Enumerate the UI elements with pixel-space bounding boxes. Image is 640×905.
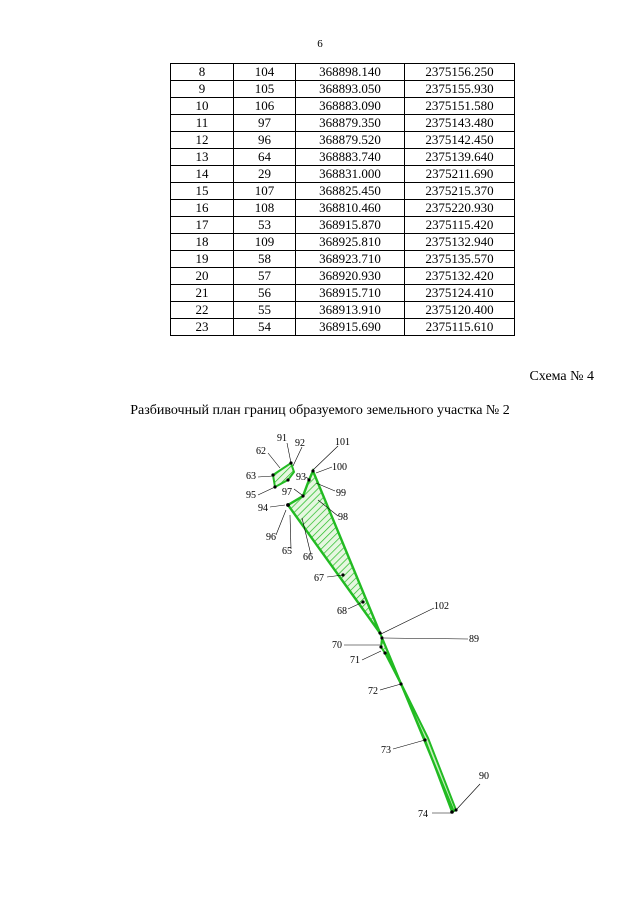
strip-boundary-line [380, 633, 454, 812]
table-cell: 8 [171, 64, 234, 81]
table-cell: 368893.050 [296, 81, 405, 98]
table-cell: 57 [234, 268, 296, 285]
table-cell: 368898.140 [296, 64, 405, 81]
table-cell: 108 [234, 200, 296, 217]
table-cell: 97 [234, 115, 296, 132]
point-labels [246, 433, 489, 820]
table-cell: 368925.810 [296, 234, 405, 251]
point-label: 91 [277, 433, 287, 444]
table-cell: 368810.460 [296, 200, 405, 217]
table-cell: 368915.870 [296, 217, 405, 234]
point-label: 99 [336, 488, 346, 499]
table-cell: 16 [171, 200, 234, 217]
table-cell: 2375132.420 [405, 268, 515, 285]
table-cell: 2375155.930 [405, 81, 515, 98]
table-cell: 368879.520 [296, 132, 405, 149]
table-cell: 23 [171, 319, 234, 336]
table-cell: 368920.930 [296, 268, 405, 285]
point-label: 89 [469, 634, 479, 645]
table-cell: 2375142.450 [405, 132, 515, 149]
table-cell: 2375215.370 [405, 183, 515, 200]
table-cell: 2375220.930 [405, 200, 515, 217]
point-label: 74 [418, 809, 428, 820]
table-cell: 2375120.400 [405, 302, 515, 319]
point-label: 92 [295, 438, 305, 449]
table-cell: 29 [234, 166, 296, 183]
point-label: 93 [296, 472, 306, 483]
table-cell: 368915.710 [296, 285, 405, 302]
table-cell: 109 [234, 234, 296, 251]
table-cell: 18 [171, 234, 234, 251]
point-label: 62 [256, 446, 266, 457]
table-cell: 53 [234, 217, 296, 234]
table-cell: 2375211.690 [405, 166, 515, 183]
point-label: 70 [332, 640, 342, 651]
table-cell: 368883.090 [296, 98, 405, 115]
table-cell: 54 [234, 319, 296, 336]
table-cell: 105 [234, 81, 296, 98]
table-cell: 368915.690 [296, 319, 405, 336]
table-cell: 9 [171, 81, 234, 98]
point-label: 100 [332, 462, 347, 473]
table-cell: 21 [171, 285, 234, 302]
point-label: 90 [479, 771, 489, 782]
table-cell: 104 [234, 64, 296, 81]
table-cell: 368879.350 [296, 115, 405, 132]
table-cell: 64 [234, 149, 296, 166]
point-label: 71 [350, 655, 360, 666]
table-cell: 13 [171, 149, 234, 166]
table-cell: 58 [234, 251, 296, 268]
table-cell: 106 [234, 98, 296, 115]
table-cell: 2375135.570 [405, 251, 515, 268]
point-label: 94 [258, 503, 268, 514]
point-label: 102 [434, 601, 449, 612]
leader-lines [258, 443, 480, 813]
table-cell: 12 [171, 132, 234, 149]
table-cell: 107 [234, 183, 296, 200]
table-cell: 14 [171, 166, 234, 183]
table-cell: 368923.710 [296, 251, 405, 268]
point-label: 73 [381, 745, 391, 756]
small-parcel-polygon [273, 463, 294, 487]
table-cell: 2375115.610 [405, 319, 515, 336]
table-cell: 56 [234, 285, 296, 302]
table-cell: 2375115.420 [405, 217, 515, 234]
page-number: 6 [317, 38, 323, 50]
point-label: 97 [282, 487, 292, 498]
table-cell: 20 [171, 268, 234, 285]
plan-title: Разбивочный план границ образуемого земельного участка № 2 [130, 403, 510, 418]
table-cell: 2375132.940 [405, 234, 515, 251]
point-label: 63 [246, 471, 256, 482]
point-label: 98 [338, 512, 348, 523]
table-cell: 2375156.250 [405, 64, 515, 81]
point-label: 96 [266, 532, 276, 543]
point-label: 67 [314, 573, 324, 584]
point-label: 101 [335, 437, 350, 448]
table-cell: 96 [234, 132, 296, 149]
table-cell: 2375143.480 [405, 115, 515, 132]
point-label: 68 [337, 606, 347, 617]
table-cell: 11 [171, 115, 234, 132]
table-cell: 22 [171, 302, 234, 319]
table-cell: 2375124.410 [405, 285, 515, 302]
table-cell: 55 [234, 302, 296, 319]
scheme-number: Схема № 4 [529, 369, 594, 384]
point-label: 65 [282, 546, 292, 557]
point-label: 95 [246, 490, 256, 501]
table-cell: 10 [171, 98, 234, 115]
point-label: 72 [368, 686, 378, 697]
table-cell: 368913.910 [296, 302, 405, 319]
table-cell: 17 [171, 217, 234, 234]
table-cell: 368883.740 [296, 149, 405, 166]
table-cell: 15 [171, 183, 234, 200]
point-label: 66 [303, 552, 313, 563]
table-cell: 368825.450 [296, 183, 405, 200]
table-cell: 19 [171, 251, 234, 268]
table-cell: 2375151.580 [405, 98, 515, 115]
table-cell: 2375139.640 [405, 149, 515, 166]
table-cell: 368831.000 [296, 166, 405, 183]
